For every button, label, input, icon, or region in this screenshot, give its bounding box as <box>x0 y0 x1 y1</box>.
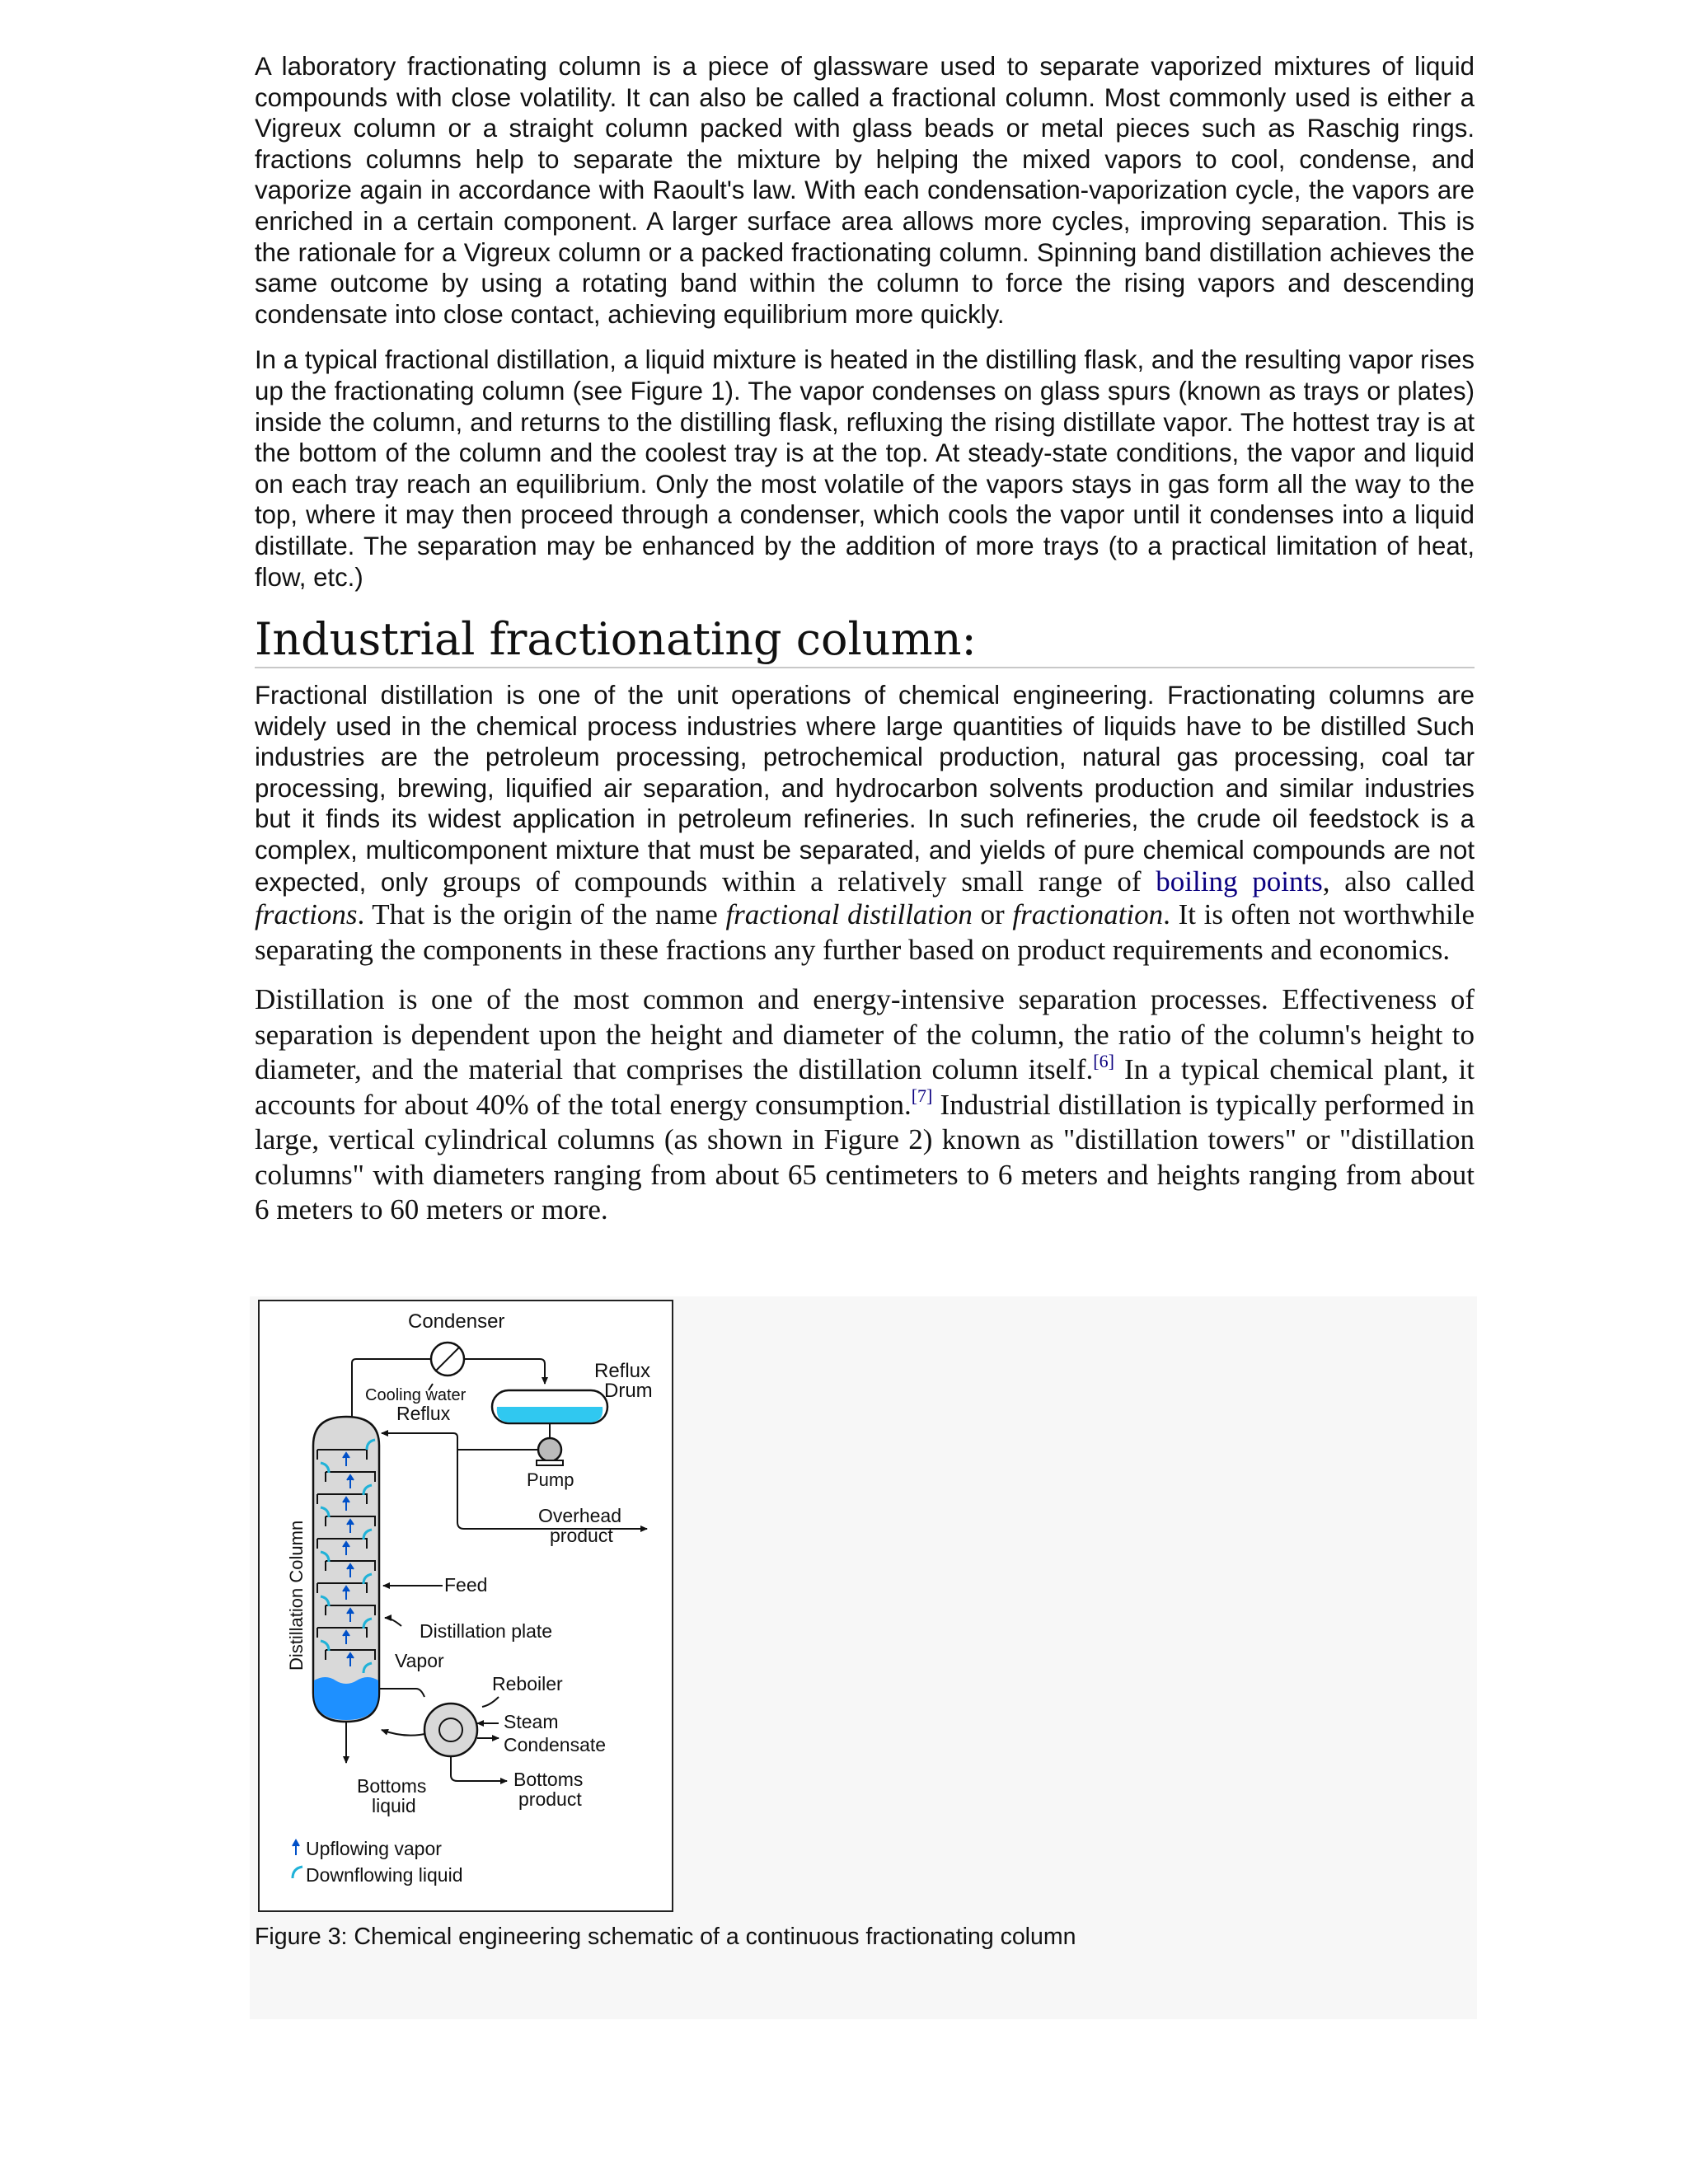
bottoms-liquid-label-1: Bottoms <box>357 1775 427 1797</box>
condenser-to-drum-line <box>464 1359 545 1384</box>
reboiler-inlet-line <box>379 1689 424 1697</box>
energy-text-b: In a typical chemical plant, it accounts for about 40% of the total energy consumption. <box>255 1053 1475 1121</box>
legend-liquid-label: Downflowing liquid <box>306 1864 463 1886</box>
paragraph-lab-column: A laboratory fractionating column is a piece of glassware used to separate vaporized mixtures of liquid compounds with close volatility. It can also be called a fractional column. Most commonly used is either a Vigreux column or a straight column packed with glass beads or metal pieces such as Raschig rings. fractions columns help to separate the mixture by helping the mixed vapors to cool, condense, and vaporize again in accordance with Raoult's law. With each condensation-vaporization cycle, the vapors are enriched in a certain component. A larger surface area allows more cycles, improving separation. This is the rationale for a Vigreux column or a packed fractionating column. Spinning band distillation achieves the same outcome by using a rotating band within the column to force the rising vapors and descending condensate into close contact, achieving equilibrium more quickly. <box>255 52 1475 329</box>
reboiler-vapor-return <box>382 1730 424 1736</box>
industrial-serif-text-a: groups of compounds within a relatively small range of <box>428 865 1156 898</box>
figure-container <box>250 1296 1477 2019</box>
pump-label: Pump <box>527 1469 574 1490</box>
plate-label: Distillation plate <box>420 1620 553 1642</box>
energy-text-a: Distillation is one of the most common and energy-intensive separation processes. Effectiveness of separation is dependent upon the height and diameter of the column, the ratio of the column's height to diameter, and the material that comprises the distillation column itself. <box>255 983 1475 1086</box>
fractionating-column-diagram <box>260 1301 672 1910</box>
figure-caption: Figure 3: Chemical engineering schematic of a continuous fractionating column <box>255 1924 1076 1950</box>
reflux-drum-liquid <box>497 1407 603 1422</box>
industrial-serif-text-b: , also called <box>1322 865 1475 898</box>
steam-label: Steam <box>504 1711 559 1732</box>
reflux-line <box>382 1433 457 1450</box>
fractions-term: fractions <box>255 898 358 931</box>
cooling-water-label: Cooling water <box>365 1386 467 1404</box>
column-label: Distillation Column <box>286 1520 307 1671</box>
reboiler-symbol <box>424 1704 477 1756</box>
bottoms-product-label-1: Bottoms <box>513 1769 584 1790</box>
overhead-label-2: product <box>550 1525 613 1546</box>
pump-symbol <box>538 1438 561 1461</box>
legend-vapor-label: Upflowing vapor <box>306 1838 442 1859</box>
diagram-frame <box>258 1300 673 1912</box>
reflux-drum-label-2: Drum <box>604 1380 653 1402</box>
reboiler-label: Reboiler <box>492 1673 563 1694</box>
document-page <box>255 51 1475 1243</box>
fractionation-term: fractionation <box>1012 898 1164 931</box>
industrial-serif-text-d: or <box>972 898 1013 931</box>
legend-vapor-arrow-icon <box>293 1840 299 1855</box>
condenser-label: Condenser <box>408 1310 505 1333</box>
plate-pointer <box>385 1618 401 1626</box>
overhead-label-1: Overhead <box>538 1505 622 1526</box>
paragraph-energy <box>255 982 1475 1228</box>
vapor-label: Vapor <box>395 1650 444 1671</box>
bottoms-product-label-2: product <box>518 1788 582 1810</box>
industrial-sans-text: Fractional distillation is one of the unit operations of chemical engineering. Fractionating columns are widely used in the chemical process industries where large quantities of liquids have to be distilled Such industries are the petroleum processing, petrochemical production, natural gas processing, coal tar processing, brewing, liquified air separation, and hydrocarbon solvents production and similar industries but it finds its widest application in petroleum refineries. In such refineries, the crude oil feedstock is a complex, multicomponent mixture that must be separated, and yields of pure chemical compounds are not expected, only <box>255 681 1475 897</box>
boiling-points-link[interactable]: boiling points <box>1156 865 1323 898</box>
reflux-label: Reflux <box>396 1403 451 1424</box>
condensate-label: Condensate <box>504 1734 607 1755</box>
reference-7-link[interactable]: [7] <box>911 1085 933 1107</box>
paragraph-typical-distillation: In a typical fractional distillation, a liquid mixture is heated in the distilling flask, and the resulting vapor rises up the fractionating column (see Figure 1). The vapor condenses on glass spurs (known as trays or plates) inside the column, and returns to the distilling flask, refluxing the rising distillate vapor. The hottest tray is at the bottom of the column and the coolest tray is at the top. At steady-state conditions, the vapor and liquid on each tray reach an equilibrium. Only the most volatile of the vapors stays in gas form all the way to the top, where it may then proceed through a condenser, which cools the vapor until it condenses into a liquid distillate. The separation may be enhanced by the addition of more trays (to a practical limitation of heat, flow, etc.) <box>255 345 1475 592</box>
paragraph-industrial <box>255 680 1475 968</box>
bottoms-liquid-label-2: liquid <box>372 1795 416 1816</box>
bottoms-product-line <box>451 1756 507 1781</box>
reference-6-link[interactable]: [6] <box>1093 1050 1114 1071</box>
energy-text-c: Industrial distillation is typically performed in large, vertical cylindrical columns (as shown in Figure 2) known as "distillation towers" or "distillation columns" with diameters ranging from about 65 centimeters to 6 meters and heights ranging from about 6 meters to 60 meters or more. <box>255 1088 1475 1226</box>
pump-base <box>537 1460 563 1465</box>
feed-label: Feed <box>444 1574 488 1596</box>
industrial-serif-text-e: . It is often not worthwhile separating the components in these fractions any further based on product requirements and economics. <box>255 898 1475 966</box>
legend-liquid-arrow-icon <box>293 1867 302 1878</box>
reboiler-pointer <box>482 1697 499 1707</box>
reflux-drum-label-1: Reflux <box>594 1360 651 1382</box>
industrial-serif-text-c: . That is the origin of the name <box>357 898 726 931</box>
section-heading: Industrial fractionating column: <box>255 614 1475 668</box>
fractional-distillation-term: fractional distillation <box>725 898 973 931</box>
